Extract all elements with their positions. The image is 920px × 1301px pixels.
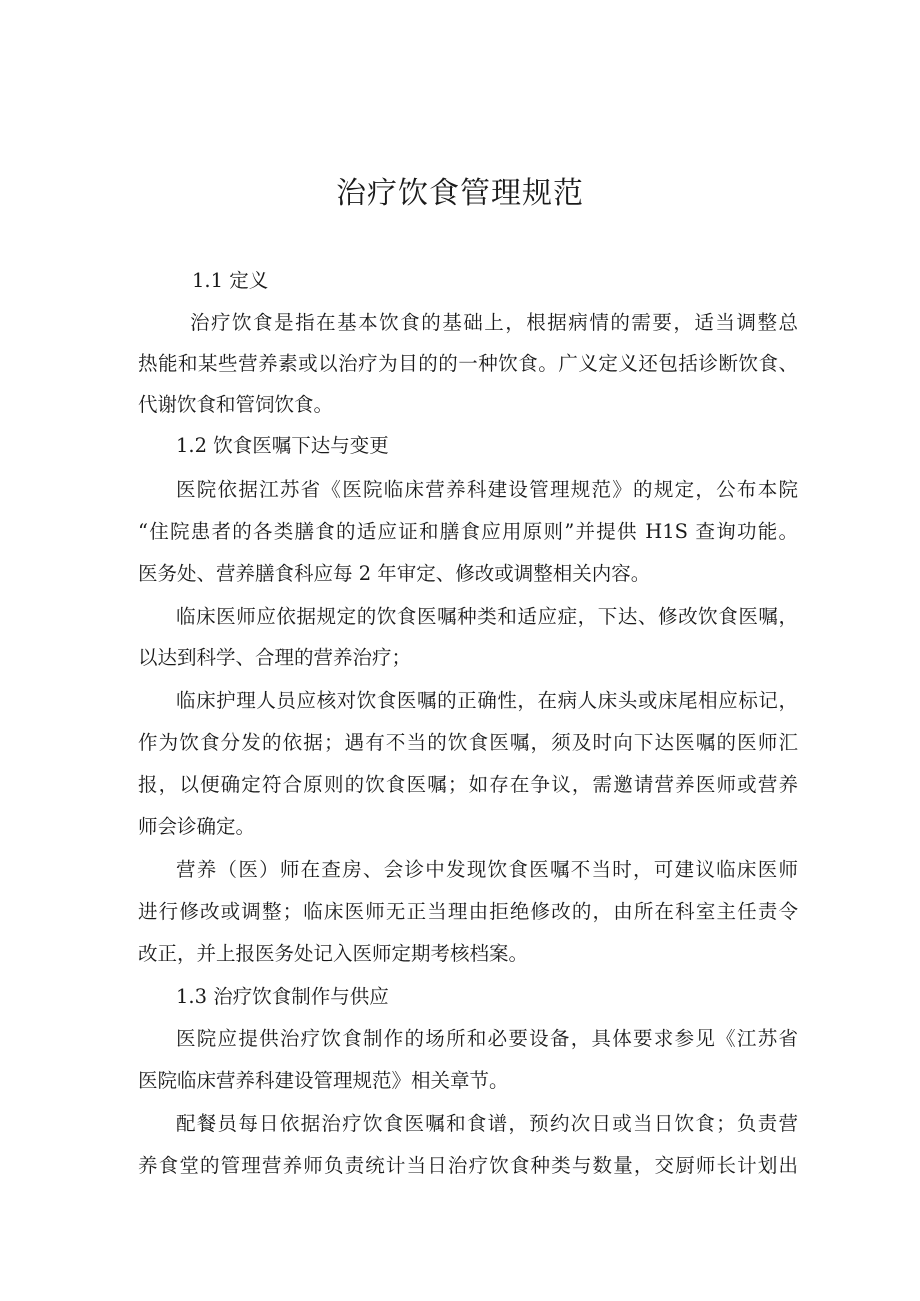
paragraph-line: “住院患者的各类膳食的适应证和膳食应用原则”并提供 H1S 查询功能。 [138, 520, 798, 543]
paragraph-line: 作为饮食分发的依据；遇有不当的饮食医嘱，须及时向下达医嘱的医师汇 [138, 731, 798, 754]
section-heading-1-1: 1.1 定义 [192, 269, 269, 292]
paragraph-line: 代谢饮食和管饲饮食。 [138, 393, 334, 416]
paragraph-line: 养食堂的管理营养师负责统计当日治疗饮食种类与数量，交厨师长计划出 [138, 1154, 798, 1177]
paragraph-line: 营养（医）师在查房、会诊中发现饮食医嘱不当时，可建议临床医师 [176, 858, 798, 881]
paragraph-line: 医院应提供治疗饮食制作的场所和必要设备，具体要求参见《江苏省 [176, 1027, 798, 1050]
section-heading-1-3: 1.3 治疗饮食制作与供应 [176, 985, 389, 1008]
paragraph-line: 报，以便确定符合原则的饮食医嘱；如存在争议，需邀请营养医师或营养 [138, 773, 798, 796]
paragraph-line: 临床护理人员应核对饮食医嘱的正确性，在病人床头或床尾相应标记， [176, 689, 798, 712]
paragraph-line: 临床医师应依据规定的饮食医嘱种类和适应症，下达、修改饮食医嘱， [176, 605, 798, 628]
paragraph-line: 师会诊确定。 [138, 815, 256, 838]
paragraph-line: 以达到科学、合理的营养治疗； [138, 646, 412, 669]
paragraph-line: 热能和某些营养素或以治疗为目的的一种饮食。广义定义还包括诊断饮食、 [138, 352, 798, 375]
section-heading-1-2: 1.2 饮食医嘱下达与变更 [176, 434, 389, 457]
paragraph-line: 治疗饮食是指在基本饮食的基础上，根据病情的需要，适当调整总 [190, 311, 798, 334]
paragraph-line: 配餐员每日依据治疗饮食医嘱和食谱，预约次日或当日饮食；负责营 [176, 1112, 798, 1135]
page-title: 治疗饮食管理规范 [336, 176, 584, 211]
paragraph-line: 医务处、营养膳食科应每 2 年审定、修改或调整相关内容。 [138, 562, 651, 585]
paragraph-line: 医院临床营养科建设管理规范》相关章节。 [138, 1069, 509, 1092]
paragraph-line: 进行修改或调整；临床医师无正当理由拒绝修改的，由所在科室主任责令 [138, 900, 798, 923]
paragraph-line: 医院依据江苏省《医院临床营养科建设管理规范》的规定，公布本院 [176, 478, 798, 501]
paragraph-line: 改正，并上报医务处记入医师定期考核档案。 [138, 942, 529, 965]
